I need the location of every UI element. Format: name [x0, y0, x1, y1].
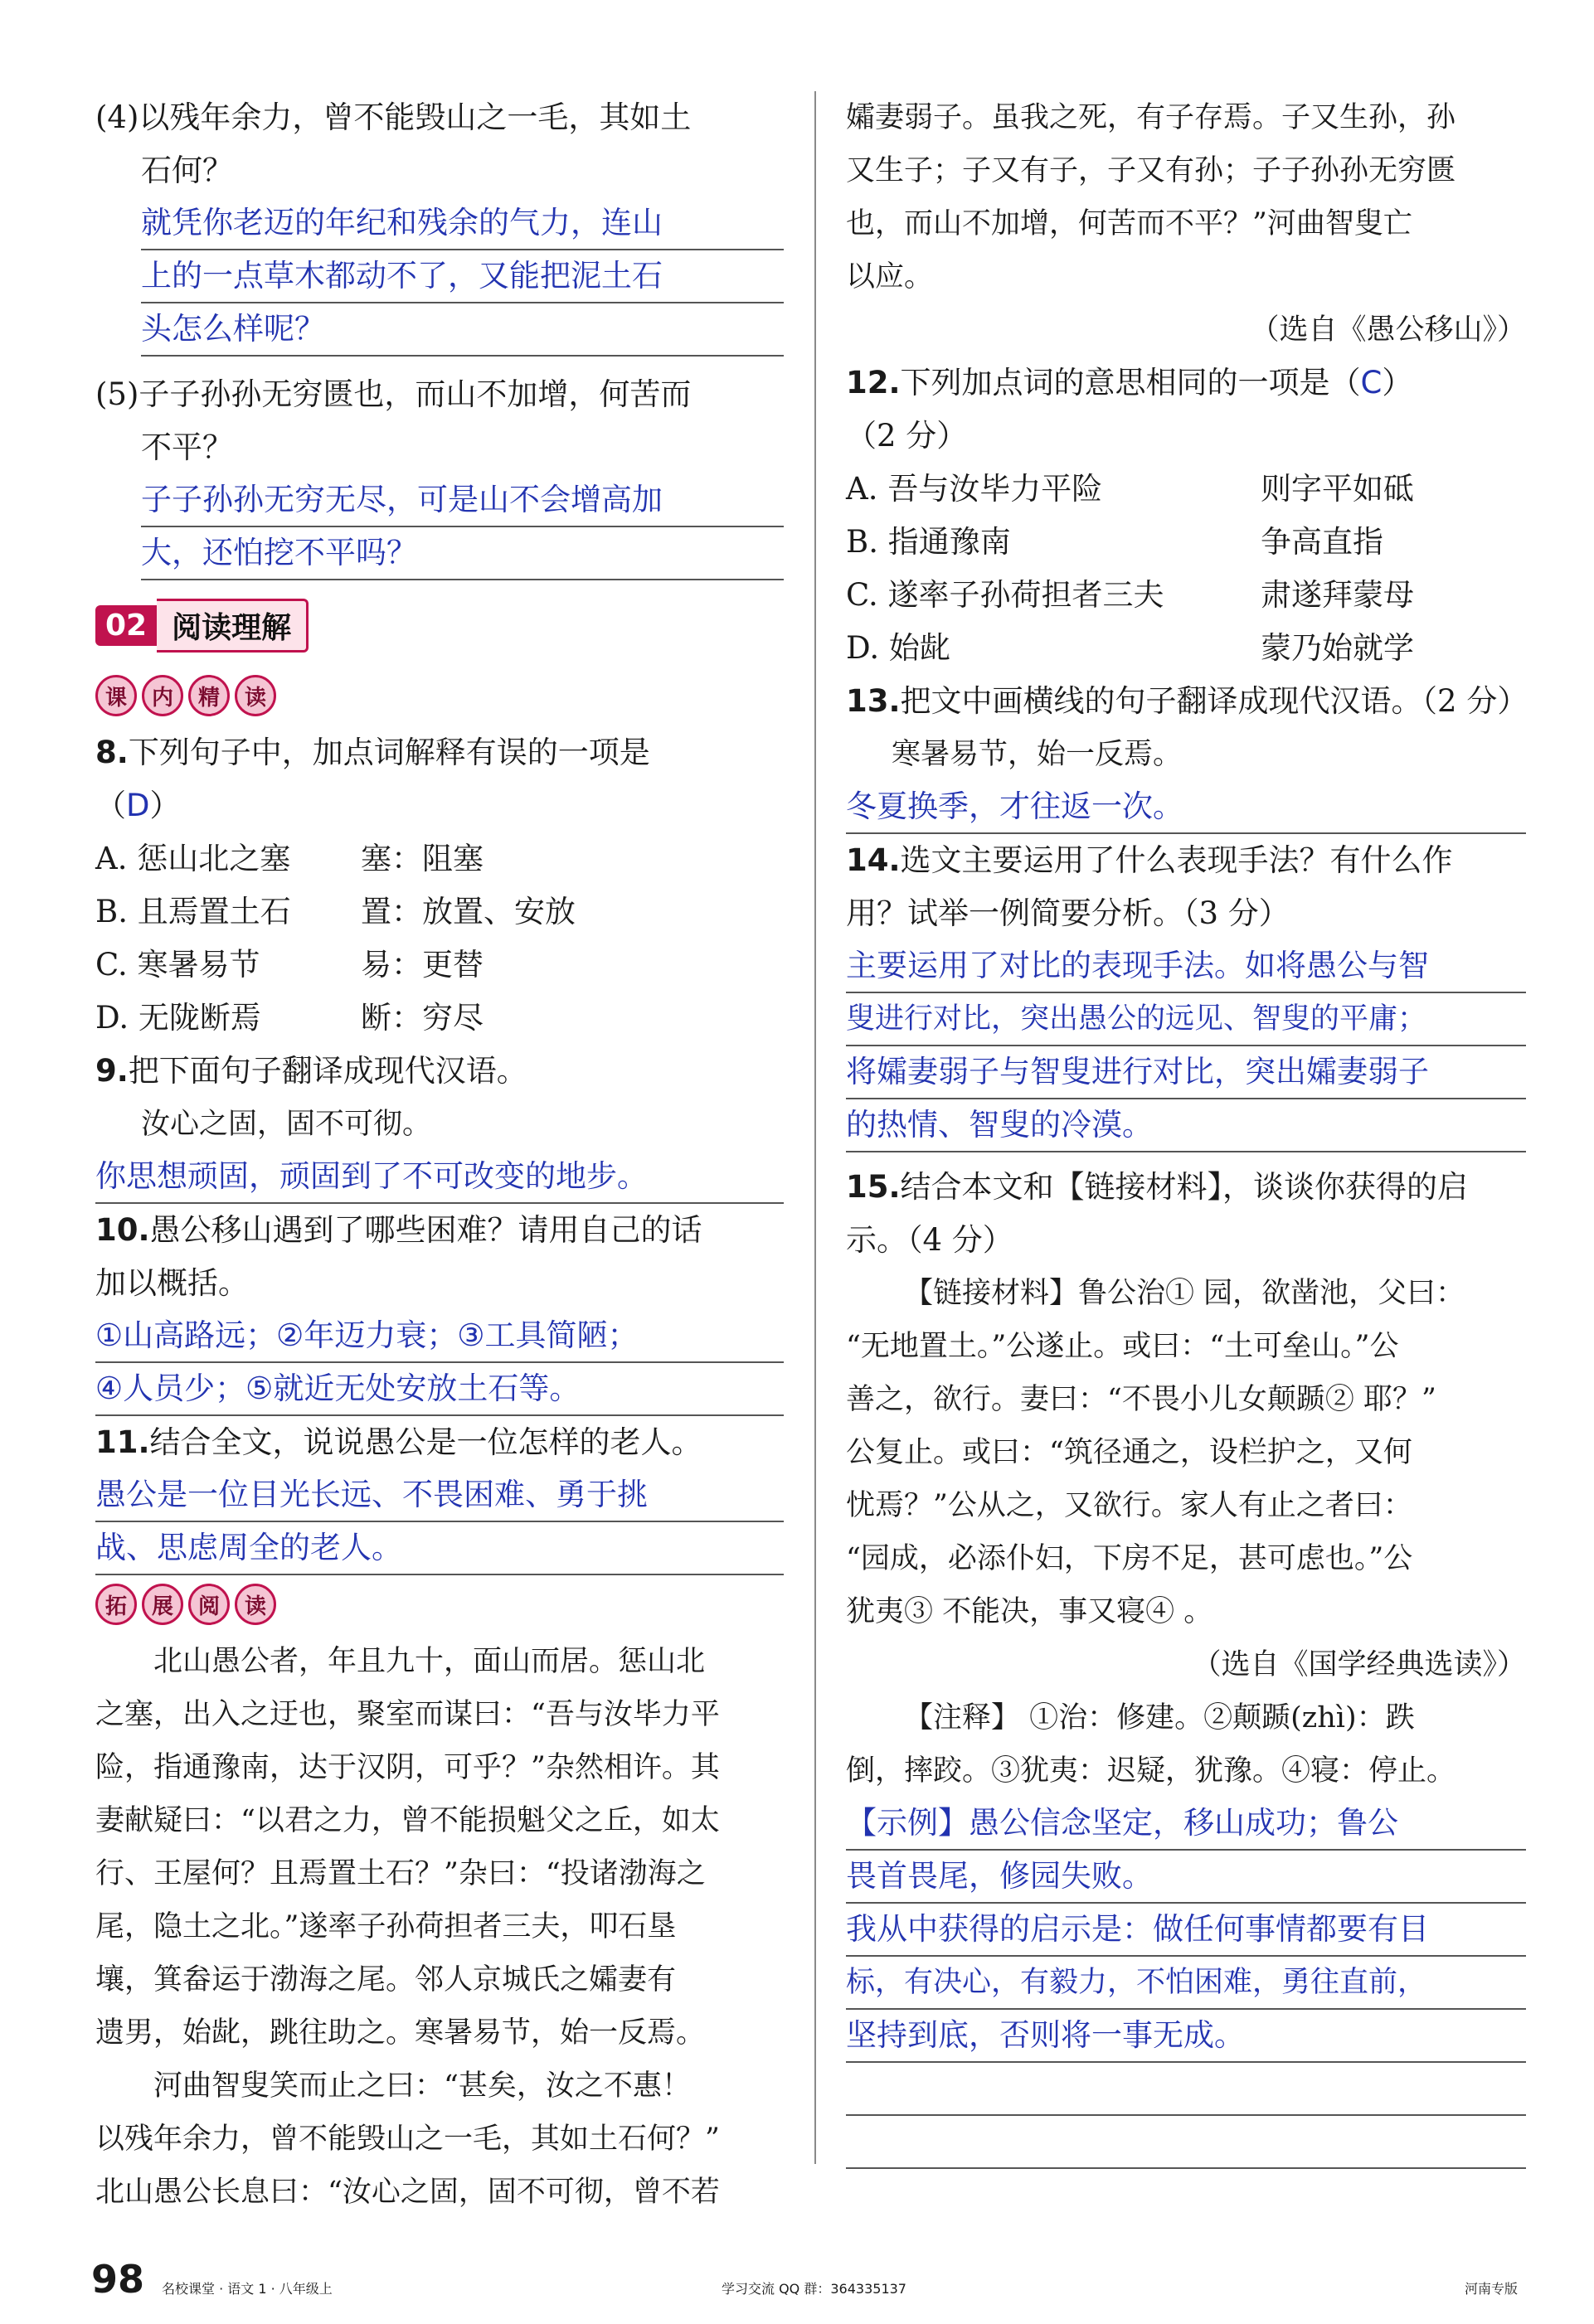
answer-line: 你思想顽固，顽固到了不可改变的地步。 — [95, 1151, 784, 1204]
answer-line: 叟进行对比，突出愚公的远见、智叟的平庸； — [846, 993, 1526, 1046]
option-compare: 则字平如砥 — [1261, 471, 1414, 507]
option: A. 吾与汝毕力平险 — [846, 471, 1103, 507]
answer-line: 冬夏换季，才往返一次。 — [846, 781, 1526, 834]
q5-text-cont: 不平？ — [141, 429, 233, 465]
left-column — [95, 91, 784, 2219]
notes-line: 倒，摔跤。③犹夷：迟疑，犹豫。④寝：停止。 — [846, 1754, 1456, 1788]
option: D. 无陇断焉 — [95, 1000, 261, 1036]
option: C. 遂率子孙荷担者三夫 — [846, 577, 1164, 613]
material-line: 犹夷③ 不能决，事又寝④ 。 — [846, 1595, 1213, 1628]
material-line: 【链接材料】鲁公治① 园，欲凿池，父曰： — [904, 1277, 1465, 1310]
answer-line: 上的一点草木都动不了，又能把泥土石 — [141, 250, 784, 303]
book-title: 名校课堂 · 语文 1 · 八年级上 — [162, 2281, 333, 2297]
edition-label: 河南专版 — [1464, 2281, 1518, 2297]
passage-line: 险，指通豫南，达于汉阴，可乎？”杂然相许。其 — [95, 1751, 720, 1784]
answer-line: 【示例】愚公信念坚定，移山成功；鲁公 — [846, 1798, 1526, 1851]
q8-answer-row: （D） — [95, 788, 181, 823]
q14: 14.选文主要运用了什么表现手法？有什么作 — [846, 842, 1453, 878]
answer-line: 大，还怕挖不平吗？ — [141, 527, 784, 580]
passage-line: 也，而山不加增，何苦而不平？”河曲智叟亡 — [846, 207, 1412, 240]
pill-char: 拓 — [95, 1584, 137, 1625]
pill-char: 展 — [142, 1584, 183, 1625]
qq-group: 学习交流 QQ 群：364335137 — [722, 2281, 906, 2297]
passage-line: 之塞，出入之迂也，聚室而谋曰：“吾与汝毕力平 — [95, 1698, 720, 1731]
passage-line: 孀妻弱子。虽我之死，有子存焉。子又生孙，孙 — [846, 101, 1456, 134]
passage-line: 以残年余力，曾不能毁山之一毛，其如土石何？” — [95, 2123, 720, 2156]
q13: 13.把文中画横线的句子翻译成现代汉语。（2 分） — [846, 683, 1528, 719]
material-line: “无地置土。”公遂止。或曰：“土可垒山。”公 — [846, 1330, 1399, 1363]
section-header — [95, 595, 784, 655]
material-line: “园成，必添仆妇，下房不足，甚可虑也。”公 — [846, 1542, 1413, 1575]
answer-line: 头怎么样呢？ — [141, 303, 784, 357]
section-number: 02 — [95, 605, 157, 646]
pill-char: 课 — [95, 675, 137, 716]
option-gloss: 断：穷尽 — [361, 1000, 484, 1036]
option: B. 指通豫南 — [846, 524, 1011, 560]
answer-line: 标，有决心，有毅力，不怕困难，勇往直前， — [846, 1957, 1526, 2010]
passage-line: 壤，箕畚运于渤海之尾。邻人京城氏之孀妻有 — [95, 1963, 677, 1997]
q5-text: (5)子子孙孙无穷匮也，而山不加增，何苦而 — [95, 376, 692, 412]
right-column — [846, 91, 1526, 2169]
answer-line: ①山高路远；②年迈力衰；③工具简陋； — [95, 1310, 784, 1363]
q9: 9.把下面句子翻译成现代汉语。 — [95, 1053, 527, 1089]
source-note: （选自《国学经典选读》） — [1192, 1648, 1526, 1681]
q8-answer: D — [126, 788, 150, 823]
answer-line: 坚持到底，否则将一事无成。 — [846, 2010, 1526, 2063]
page-footer — [91, 2257, 1518, 2305]
material-line: 善之，欲行。妻曰：“不畏小儿女颠踬② 耶？” — [846, 1383, 1436, 1416]
passage-line: 河曲智叟笑而止之曰：“甚矣，汝之不惠！ — [153, 2069, 691, 2103]
option: C. 寒暑易节 — [95, 947, 260, 982]
passage — [95, 1635, 784, 2219]
option: B. 且焉置土石 — [95, 894, 291, 929]
blank-answer-line — [846, 2063, 1526, 2116]
pill-char: 内 — [142, 675, 183, 716]
q14-cont: 用？试举一例简要分析。（3 分） — [846, 895, 1290, 931]
passage-line: 北山愚公长息曰：“汝心之固，固不可彻，曾不若 — [95, 2176, 720, 2209]
pill-char: 读 — [235, 675, 276, 716]
blank-answer-line — [846, 2116, 1526, 2169]
material-line: 公复止。或曰：“筑径通之，设栏护之，又何 — [846, 1436, 1412, 1469]
answer-line: 愚公是一位目光长远、不畏困难、勇于挑 — [95, 1469, 784, 1522]
answer-line: ④人员少；⑤就近无处安放土石等。 — [95, 1363, 784, 1416]
subsection-label-extended — [95, 1584, 276, 1625]
q11: 11.结合全文，说说愚公是一位怎样的老人。 — [95, 1424, 702, 1460]
linked-material — [846, 1267, 1526, 1638]
pill-char: 阅 — [188, 1584, 230, 1625]
q10-cont: 加以概括。 — [95, 1265, 249, 1301]
passage-line: 以应。 — [846, 260, 934, 294]
material-line: 忧焉？”公从之，又欲行。家人有止之者曰： — [846, 1489, 1412, 1522]
option-compare: 蒙乃始就学 — [1261, 630, 1414, 666]
q12-answer: C — [1360, 365, 1383, 400]
passage-line: 行、王屋何？且焉置土石？”杂曰：“投诸渤海之 — [95, 1857, 706, 1890]
q9-quote: 汝心之固，固不可彻。 — [141, 1108, 432, 1141]
q4-text: (4)以残年余力，曾不能毁山之一毛，其如土 — [95, 99, 692, 135]
answer-line: 子子孙孙无穷无尽，可是山不会增高加 — [141, 474, 784, 527]
q13-quote: 寒暑易节，始一反焉。 — [892, 738, 1183, 771]
source-note: （选自《愚公移山》） — [1250, 313, 1526, 347]
passage-line: 遗男，始龀，跳往助之。寒暑易节，始一反焉。 — [95, 2016, 706, 2050]
q10: 10.愚公移山遇到了哪些困难？请用自己的话 — [95, 1212, 702, 1248]
passage-line: 尾，隐土之北。”遂率子孙荷担者三夫，叩石垦 — [95, 1910, 677, 1943]
passage-line: 又生子；子又有子，子又有孙；子子孙孙无穷匮 — [846, 154, 1456, 187]
option-compare: 肃遂拜蒙母 — [1261, 577, 1414, 613]
subsection-label-in-class — [95, 675, 276, 716]
q15: 15.结合本文和【链接材料】，谈谈你获得的启 — [846, 1169, 1469, 1205]
q12-score: （2 分） — [846, 418, 968, 454]
column-divider — [814, 91, 816, 2164]
answer-line: 畏首畏尾，修园失败。 — [846, 1851, 1526, 1904]
option-gloss: 易：更替 — [361, 947, 484, 982]
answer-line: 将孀妻弱子与智叟进行对比，突出孀妻弱子 — [846, 1046, 1526, 1099]
answer-line: 就凭你老迈的年纪和残余的气力，连山 — [141, 197, 784, 250]
section-title: 阅读理解 — [157, 599, 309, 653]
answer-line: 主要运用了对比的表现手法。如将愚公与智 — [846, 940, 1526, 993]
pill-char: 读 — [235, 1584, 276, 1625]
q15-cont: 示。（4 分） — [846, 1222, 1013, 1258]
answer-line: 战、思虑周全的老人。 — [95, 1522, 784, 1575]
option: D. 始龀 — [846, 630, 950, 666]
q8: 8.下列句子中，加点词解释有误的一项是 — [95, 735, 650, 770]
option: A. 惩山北之塞 — [95, 841, 291, 876]
option-compare: 争高直指 — [1261, 524, 1383, 560]
q4-text-cont: 石何？ — [141, 153, 233, 188]
passage-line: 妻献疑曰：“以君之力，曾不能损魁父之丘，如太 — [95, 1804, 720, 1837]
pill-char: 精 — [188, 675, 230, 716]
option-gloss: 塞：阻塞 — [361, 841, 484, 876]
answer-line: 的热情、智叟的冷漠。 — [846, 1099, 1526, 1152]
option-gloss: 置：放置、安放 — [361, 894, 576, 929]
q12: 12.下列加点词的意思相同的一项是（C） — [846, 365, 1413, 400]
passage-line: 北山愚公者，年且九十，面山而居。惩山北 — [153, 1645, 706, 1678]
answer-line: 我从中获得的启示是：做任何事情都要有目 — [846, 1904, 1526, 1957]
notes-line: 【注释】 ①治：修建。②颠踬(zhì)：跌 — [904, 1701, 1415, 1735]
page-number: 98 — [91, 2257, 145, 2302]
